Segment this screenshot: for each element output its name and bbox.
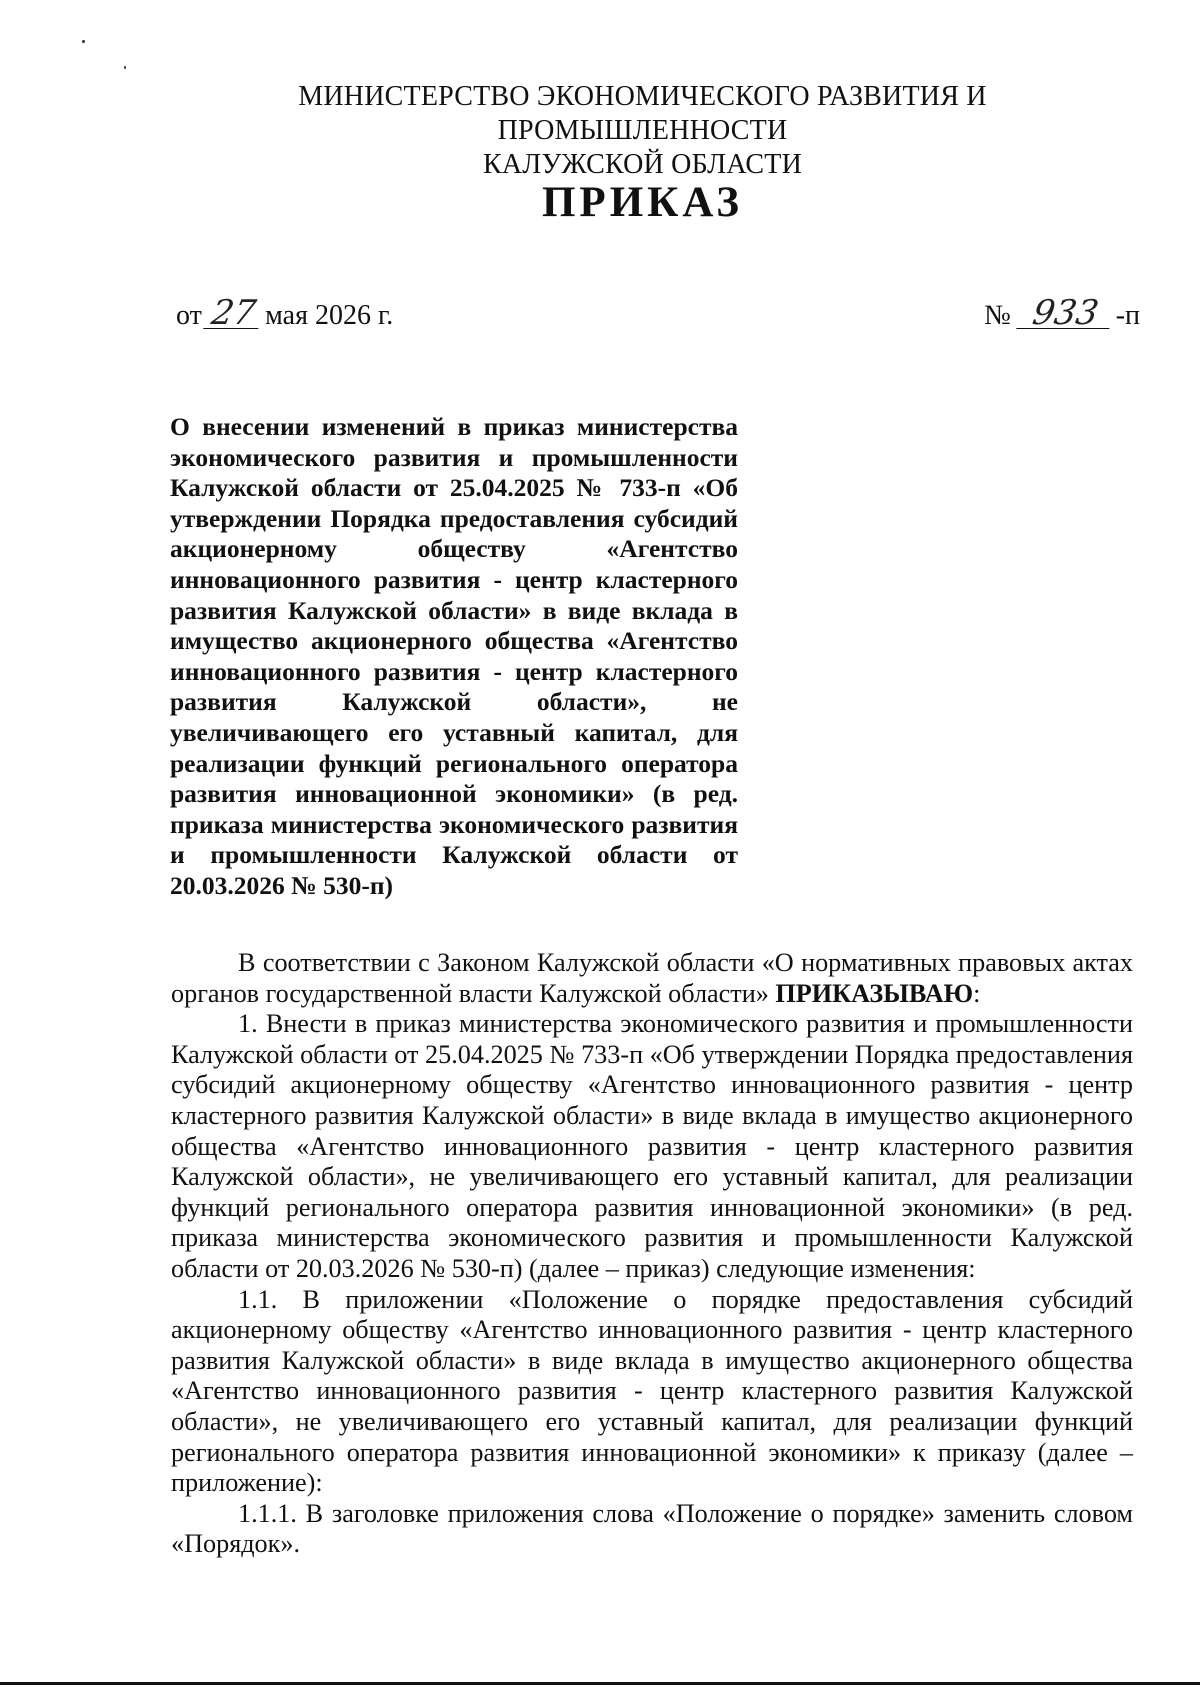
order-date bbox=[176, 293, 394, 333]
number-suffix: -п bbox=[1115, 300, 1140, 331]
preamble-paragraph bbox=[171, 948, 1133, 1009]
scan-speck bbox=[124, 66, 126, 69]
order-colon: : bbox=[973, 978, 981, 1008]
order-number bbox=[984, 293, 1140, 333]
number-prefix: № bbox=[984, 300, 1011, 331]
order-body bbox=[171, 948, 1133, 1560]
date-month-year: мая 2026 г. bbox=[265, 300, 394, 331]
paragraph-1: 1. Внести в приказ министерства экономического развития и промышленности Калужской области от 25.04.2025 № 733-п «Об утверждении Порядка предоставления субсидий акционерному обществу «Агентство инновационного развития - центр кластерного развития Калужской области» в виде вклада в имущество акционерного общества «Агентство инновационного развития - центр кластерного развития Калужской области», не увеличивающего его уставный капитал, для реализации функций регионального оператора развития инновационной экономики» (в ред. приказа министерства экономического развития и промышленности Калужской области от 20.03.2026 № 530-п) (далее – приказ) следующие изменения: bbox=[171, 1009, 1133, 1283]
handwritten-day: 27 bbox=[203, 298, 264, 329]
paragraph-1-1: 1.1. В приложении «Положение о порядке предоставления субсидий акционерному обществу «Агентство инновационного развития - центр кластерного развития Калужской области» в виде вклада в имущество акционерного общества «Агентство инновационного развития - центр кластерного развития Калужской области», не увеличивающего его уставный капитал, для реализации функций регионального оператора развития инновационной экономики» к приказу (далее – приложение): bbox=[171, 1284, 1133, 1498]
ministry-line-1: МИНИСТЕРСТВО ЭКОНОМИЧЕСКОГО РАЗВИТИЯ И ПРОМЫШЛЕННОСТИ bbox=[298, 81, 987, 146]
document-title: ПРИКАЗ bbox=[541, 179, 744, 226]
order-keyword: ПРИКАЗЫВАЮ bbox=[775, 978, 974, 1008]
paragraph-1-1-1: 1.1.1. В заголовке приложения слова «Положение о порядке» заменить словом «Порядок». bbox=[171, 1498, 1133, 1559]
scan-speck bbox=[82, 40, 85, 43]
date-prefix: от bbox=[176, 300, 202, 331]
preamble-text: В соответствии с Законом Калужской области «О нормативных правовых актах органов государственной власти Калужской области» bbox=[171, 948, 1133, 1008]
ministry-heading bbox=[170, 80, 1115, 182]
order-subject: О внесении изменений в приказ министерства экономического развития и промышленности Калужской области от 25.04.2025 № 733-п «Об утверждении Порядка предоставления субсидий акционерному обществу «Агентство инновационного развития - центр кластерного развития Калужской области» в виде вклада в имущество акционерного общества «Агентство инновационного развития - центр кластерного развития Калужской области», не увеличивающего его уставный капитал, для реализации функций регионального оператора развития инновационной экономики» (в ред. приказа министерства экономического развития и промышленности Калужской области от 20.03.2026 № 530-п) bbox=[170, 412, 738, 900]
ministry-line-2: КАЛУЖСКОЙ ОБЛАСТИ bbox=[482, 149, 802, 180]
handwritten-number: 933 bbox=[1016, 298, 1114, 329]
scan-bottom-edge bbox=[0, 1682, 1200, 1685]
